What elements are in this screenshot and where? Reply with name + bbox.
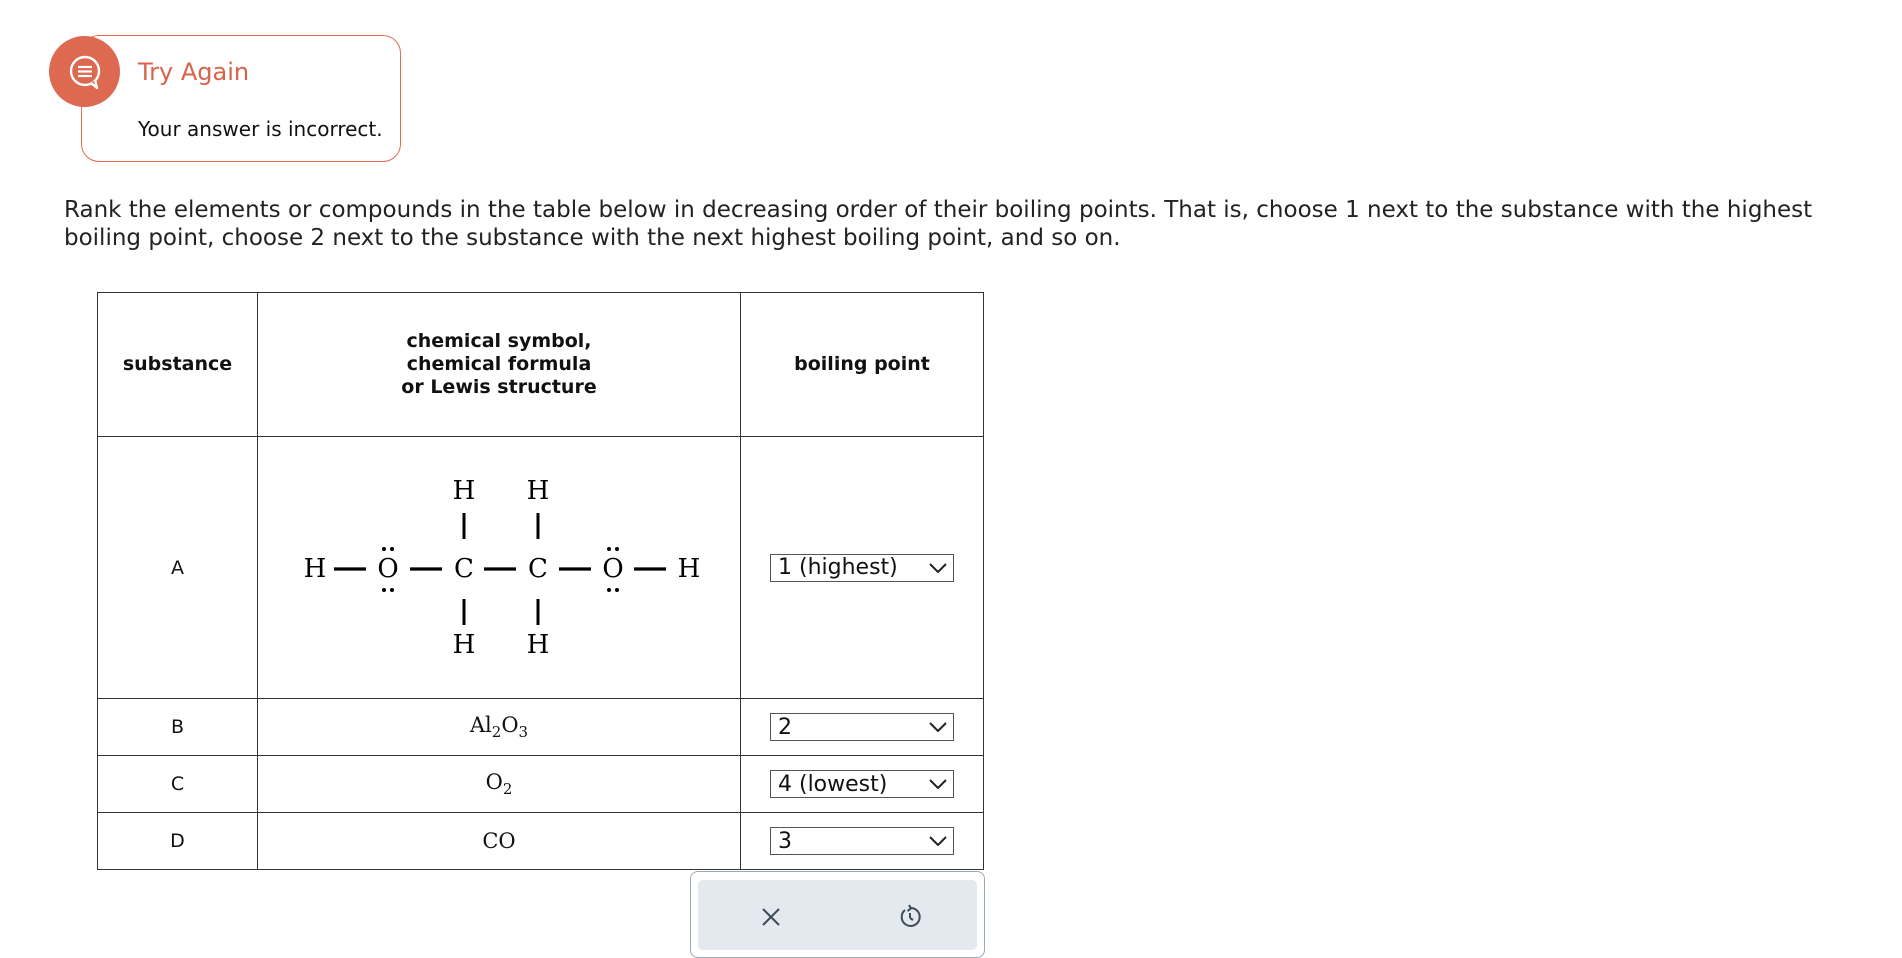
formula-element: O (485, 769, 503, 794)
action-toolbar (698, 880, 977, 950)
undo-icon (897, 904, 923, 930)
substance-label: B (98, 699, 258, 756)
substance-label: D (98, 813, 258, 870)
boiling-point-cell (741, 756, 984, 813)
formula-element: CO (482, 829, 516, 853)
rank-select-value: 2 (778, 714, 792, 740)
chemical-formula (258, 756, 741, 813)
header-substance: substance (98, 293, 258, 437)
atom-o: O (602, 553, 624, 584)
formula-subscript: 2 (491, 723, 502, 742)
atom-h: H (526, 629, 550, 660)
table-row (98, 699, 984, 756)
chemical-formula (258, 699, 741, 756)
formula-subscript: 2 (502, 780, 513, 799)
chat-bubble-icon (49, 36, 120, 107)
substance-label: C (98, 756, 258, 813)
header-boiling-point: boiling point (741, 293, 984, 437)
atom-h: H (303, 553, 327, 584)
header-formula-line: or Lewis structure (401, 376, 597, 398)
close-icon (760, 906, 782, 928)
chevron-down-icon (929, 836, 947, 846)
question-instructions: Rank the elements or compounds in the table below in decreasing order of their boiling points. That is, choose 1 next to the substance with the highest boiling point, choose 2 next to the substance with the next highest boiling point, and so on. (64, 197, 1813, 251)
formula-element: Al (469, 712, 492, 737)
atom-h: H (677, 553, 701, 584)
atom-o: O (377, 553, 399, 584)
chemical-formula (258, 813, 741, 870)
rank-select[interactable] (770, 554, 954, 582)
lewis-structure (258, 437, 741, 699)
atom-c: C (528, 553, 548, 584)
boiling-point-cell (741, 813, 984, 870)
lewis-structure-diagram (279, 453, 719, 683)
table-row (98, 756, 984, 813)
boiling-point-cell (741, 437, 984, 699)
rank-select[interactable] (770, 713, 954, 741)
boiling-point-cell (741, 699, 984, 756)
substance-label: A (98, 437, 258, 699)
atom-c: C (454, 553, 474, 584)
feedback-message: Your answer is incorrect. (138, 117, 383, 141)
table-header-row (98, 293, 984, 437)
answer-action-panel (690, 871, 985, 958)
table-row (98, 437, 984, 699)
atom-h: H (452, 475, 476, 506)
reset-button[interactable] (893, 900, 927, 934)
atom-h: H (452, 629, 476, 660)
formula-subscript: 3 (518, 723, 529, 742)
header-formula-line: chemical formula (406, 353, 592, 375)
atom-h: H (526, 475, 550, 506)
rank-select[interactable] (770, 827, 954, 855)
feedback-box (81, 35, 401, 162)
feedback-title: Try Again (138, 58, 250, 86)
rank-select-value: 4 (lowest) (778, 771, 888, 797)
rank-select-value: 3 (778, 828, 792, 854)
header-formula-line: chemical symbol, (406, 330, 592, 352)
header-formula (258, 293, 741, 437)
chevron-down-icon (929, 722, 947, 732)
table-row (98, 813, 984, 870)
rank-select[interactable] (770, 770, 954, 798)
chevron-down-icon (929, 779, 947, 789)
chevron-down-icon (929, 563, 947, 573)
clear-button[interactable] (754, 900, 788, 934)
formula-element: O (501, 712, 519, 737)
rank-select-value: 1 (highest) (778, 555, 898, 580)
ranking-table (97, 292, 984, 870)
